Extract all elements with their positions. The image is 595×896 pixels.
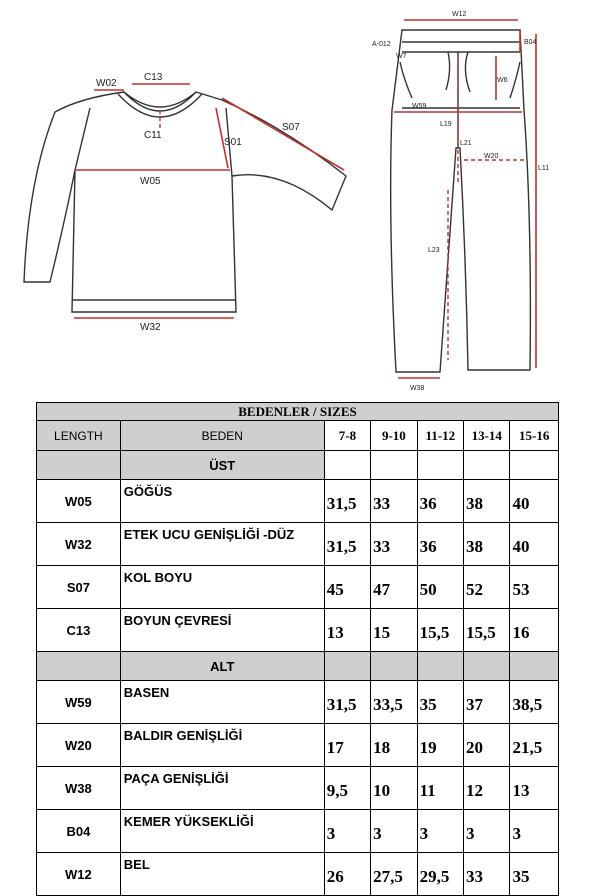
table-title-row bbox=[37, 403, 559, 421]
row-code: W05 bbox=[37, 480, 121, 523]
row-value: 38 bbox=[464, 523, 510, 566]
row-value: 3 bbox=[510, 810, 559, 853]
label-s07: S07 bbox=[282, 122, 300, 133]
row-value: 35 bbox=[510, 853, 559, 896]
name-header: BEDEN bbox=[120, 421, 324, 451]
table-row bbox=[37, 724, 559, 767]
row-value: 52 bbox=[464, 566, 510, 609]
row-value: 36 bbox=[417, 523, 463, 566]
row-value: 20 bbox=[464, 724, 510, 767]
row-value: 15 bbox=[371, 609, 417, 652]
row-value: 47 bbox=[371, 566, 417, 609]
row-name: GÖĞÜS bbox=[120, 480, 324, 523]
row-name: KEMER YÜKSEKLİĞİ bbox=[120, 810, 324, 853]
label-w38: W38 bbox=[410, 385, 425, 392]
row-value: 50 bbox=[417, 566, 463, 609]
label-l19: L19 bbox=[440, 121, 452, 128]
row-value: 31,5 bbox=[324, 523, 370, 566]
label-a012: A-012 bbox=[372, 41, 391, 48]
row-value: 45 bbox=[324, 566, 370, 609]
row-code: S07 bbox=[37, 566, 121, 609]
row-value: 3 bbox=[324, 810, 370, 853]
garment-diagram bbox=[0, 0, 595, 400]
size-header: 15-16 bbox=[510, 421, 559, 451]
row-code: C13 bbox=[37, 609, 121, 652]
row-code: W38 bbox=[37, 767, 121, 810]
row-value: 33 bbox=[464, 853, 510, 896]
label-s01: S01 bbox=[224, 137, 242, 148]
size-header: 7-8 bbox=[324, 421, 370, 451]
table-row bbox=[37, 810, 559, 853]
row-value: 40 bbox=[510, 480, 559, 523]
section-title: ALT bbox=[120, 652, 324, 681]
table-row bbox=[37, 853, 559, 896]
row-value: 3 bbox=[371, 810, 417, 853]
row-value: 29,5 bbox=[417, 853, 463, 896]
row-code: W12 bbox=[37, 853, 121, 896]
size-header: 9-10 bbox=[371, 421, 417, 451]
row-name: BASEN bbox=[120, 681, 324, 724]
label-c13: C13 bbox=[144, 72, 163, 83]
table-row bbox=[37, 566, 559, 609]
row-name: BALDIR GENİŞLİĞİ bbox=[120, 724, 324, 767]
table-row bbox=[37, 609, 559, 652]
row-value: 19 bbox=[417, 724, 463, 767]
pants-garment-drawing bbox=[372, 11, 549, 392]
row-value: 26 bbox=[324, 853, 370, 896]
row-value: 31,5 bbox=[324, 681, 370, 724]
row-value: 13 bbox=[324, 609, 370, 652]
row-value: 3 bbox=[464, 810, 510, 853]
label-c11: C11 bbox=[144, 130, 162, 141]
row-code: W20 bbox=[37, 724, 121, 767]
label-w6: W6 bbox=[497, 77, 508, 84]
row-value: 13 bbox=[510, 767, 559, 810]
label-w7: W7 bbox=[396, 53, 407, 60]
table-row bbox=[37, 681, 559, 724]
row-name: KOL BOYU bbox=[120, 566, 324, 609]
label-w02: W02 bbox=[96, 78, 117, 89]
label-w05: W05 bbox=[140, 176, 161, 187]
row-value: 3 bbox=[417, 810, 463, 853]
section-row-alt bbox=[37, 652, 559, 681]
row-value: 38,5 bbox=[510, 681, 559, 724]
row-value: 33,5 bbox=[371, 681, 417, 724]
row-value: 11 bbox=[417, 767, 463, 810]
table-row bbox=[37, 523, 559, 566]
row-value: 53 bbox=[510, 566, 559, 609]
table-header-row bbox=[37, 421, 559, 451]
row-value: 18 bbox=[371, 724, 417, 767]
row-name: BOYUN ÇEVRESİ bbox=[120, 609, 324, 652]
row-value: 35 bbox=[417, 681, 463, 724]
label-w20: W20 bbox=[484, 153, 499, 160]
row-value: 17 bbox=[324, 724, 370, 767]
size-table bbox=[36, 402, 559, 896]
row-value: 33 bbox=[371, 480, 417, 523]
table-row bbox=[37, 767, 559, 810]
label-l11: L11 bbox=[538, 165, 550, 172]
row-value: 40 bbox=[510, 523, 559, 566]
row-value: 15,5 bbox=[417, 609, 463, 652]
row-value: 9,5 bbox=[324, 767, 370, 810]
label-w12: W12 bbox=[452, 11, 467, 18]
section-row-ust bbox=[37, 451, 559, 480]
label-w32: W32 bbox=[140, 322, 161, 333]
row-value: 31,5 bbox=[324, 480, 370, 523]
row-code: W32 bbox=[37, 523, 121, 566]
section-title: ÜST bbox=[120, 451, 324, 480]
label-l21: L21 bbox=[460, 140, 472, 147]
label-l23: L23 bbox=[428, 247, 440, 254]
row-name: ETEK UCU GENİŞLİĞİ -DÜZ bbox=[120, 523, 324, 566]
row-value: 10 bbox=[371, 767, 417, 810]
top-garment-drawing bbox=[24, 72, 346, 333]
row-value: 16 bbox=[510, 609, 559, 652]
size-header: 13-14 bbox=[464, 421, 510, 451]
table-row bbox=[37, 480, 559, 523]
table-title: BEDENLER / SIZES bbox=[37, 403, 559, 421]
row-value: 36 bbox=[417, 480, 463, 523]
row-value: 12 bbox=[464, 767, 510, 810]
row-code: B04 bbox=[37, 810, 121, 853]
row-value: 37 bbox=[464, 681, 510, 724]
row-value: 15,5 bbox=[464, 609, 510, 652]
row-value: 33 bbox=[371, 523, 417, 566]
row-value: 21,5 bbox=[510, 724, 559, 767]
length-header: LENGTH bbox=[37, 421, 121, 451]
row-value: 27,5 bbox=[371, 853, 417, 896]
row-name: PAÇA GENİŞLİĞİ bbox=[120, 767, 324, 810]
row-value: 38 bbox=[464, 480, 510, 523]
row-code: W59 bbox=[37, 681, 121, 724]
size-header: 11-12 bbox=[417, 421, 463, 451]
label-b04: B04 bbox=[524, 39, 537, 46]
row-name: BEL bbox=[120, 853, 324, 896]
label-w59: W59 bbox=[412, 103, 427, 110]
